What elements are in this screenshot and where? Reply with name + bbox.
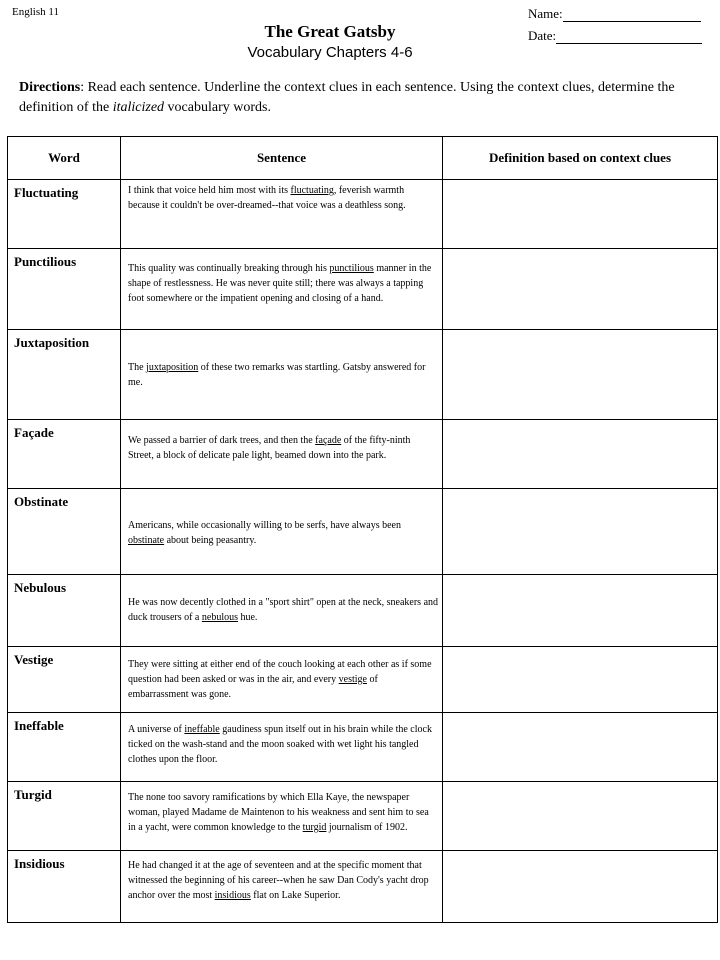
- vocabulary-table: [7, 136, 718, 923]
- table-row: [8, 330, 718, 420]
- date-field: [528, 28, 702, 44]
- table-row: [8, 489, 718, 575]
- underlined-word: vestige: [338, 674, 367, 685]
- vocab-word: Juxtaposition: [8, 330, 121, 420]
- header-definition: Definition based on context clues: [443, 137, 718, 180]
- header-sentence: Sentence: [121, 137, 443, 180]
- example-sentence: He had changed it at the age of seventeen and at the specific moment that witnessed the beginning of his career--when he saw Dan Cody's yacht drop anchor over the most insidious flat on Lake Superior.: [121, 851, 443, 923]
- example-sentence: The none too savory ramifications by which Ella Kaye, the newspaper woman, played Madame de Maintenon to his weakness and sent him to sea in a yacht, were common knowledge to the turgid journalism of 1902.: [121, 782, 443, 851]
- course-label: English 11: [12, 6, 59, 18]
- underlined-word: façade: [315, 435, 342, 446]
- underlined-word: fluctuating: [290, 185, 334, 196]
- vocab-word: Ineffable: [8, 713, 121, 782]
- directions-text-before: : Read each sentence. Underline the context clues in each sentence. Using the context clues, determine the definition of the: [19, 80, 675, 115]
- example-sentence: I think that voice held him most with its fluctuating, feverish warmth because it couldn't be over-dreamed--that voice was a deathless song.: [121, 180, 443, 249]
- example-sentence: This quality was continually breaking through his punctilious manner in the shape of restlessness. He was never quite still; there was always a tapping foot somewhere or the impatient opening and closing of a hand.: [121, 249, 443, 330]
- example-sentence: They were sitting at either end of the couch looking at each other as if some question had been asked or was in the air, and every vestige of embarrassment was gone.: [121, 647, 443, 713]
- definition-cell[interactable]: [443, 782, 718, 851]
- underlined-word: turgid: [302, 822, 327, 833]
- definition-cell[interactable]: [443, 713, 718, 782]
- vocab-word: Turgid: [8, 782, 121, 851]
- table-row: [8, 647, 718, 713]
- date-label: Date:: [528, 28, 557, 43]
- definition-cell[interactable]: [443, 420, 718, 489]
- underlined-word: ineffable: [184, 724, 220, 735]
- header-word: Word: [8, 137, 121, 180]
- definition-cell[interactable]: [443, 851, 718, 923]
- directions-italic-word: italicized: [112, 100, 165, 115]
- definition-cell[interactable]: [443, 575, 718, 647]
- definition-cell[interactable]: [443, 647, 718, 713]
- table-row: [8, 782, 718, 851]
- vocab-word: Insidious: [8, 851, 121, 923]
- definition-cell[interactable]: [443, 180, 718, 249]
- table-row: [8, 180, 718, 249]
- worksheet-title: The Great Gatsby: [264, 22, 396, 41]
- vocab-word: Obstinate: [8, 489, 121, 575]
- example-sentence: Americans, while occasionally willing to be serfs, have always been obstinate about being peasantry.: [121, 489, 443, 575]
- directions: [19, 78, 691, 118]
- table-header-row: [8, 137, 718, 180]
- underlined-word: juxtaposition: [146, 362, 199, 373]
- date-blank[interactable]: [556, 30, 702, 44]
- name-label: Name:: [528, 6, 563, 21]
- example-sentence: A universe of ineffable gaudiness spun itself out in his brain while the clock ticked on the wash-stand and the moon soaked with wet light his tangled clothes upon the floor.: [121, 713, 443, 782]
- table-row: [8, 420, 718, 489]
- example-sentence: The juxtaposition of these two remarks was startling. Gatsby answered for me.: [121, 330, 443, 420]
- definition-cell[interactable]: [443, 249, 718, 330]
- vocab-word: Fluctuating: [8, 180, 121, 249]
- underlined-word: punctilious: [329, 263, 374, 274]
- directions-text-after: vocabulary words.: [164, 100, 271, 115]
- example-sentence: He was now decently clothed in a "sport shirt" open at the neck, sneakers and duck trousers of a nebulous hue.: [121, 575, 443, 647]
- table-row: [8, 713, 718, 782]
- definition-cell[interactable]: [443, 489, 718, 575]
- table-row: [8, 851, 718, 923]
- directions-lead: Directions: [19, 80, 81, 95]
- example-sentence: We passed a barrier of dark trees, and then the façade of the fifty-ninth Street, a block of delicate pale light, beamed down into the park.: [121, 420, 443, 489]
- underlined-word: insidious: [214, 890, 251, 901]
- vocab-word: Vestige: [8, 647, 121, 713]
- table-row: [8, 249, 718, 330]
- underlined-word: obstinate: [128, 535, 165, 546]
- definition-cell[interactable]: [443, 330, 718, 420]
- underlined-word: nebulous: [201, 612, 238, 623]
- vocab-word: Nebulous: [8, 575, 121, 647]
- vocab-word: Punctilious: [8, 249, 121, 330]
- table-row: [8, 575, 718, 647]
- worksheet-subtitle: Vocabulary Chapters 4-6: [247, 44, 413, 61]
- name-field: [528, 6, 701, 22]
- name-blank[interactable]: [563, 8, 701, 22]
- vocab-word: Façade: [8, 420, 121, 489]
